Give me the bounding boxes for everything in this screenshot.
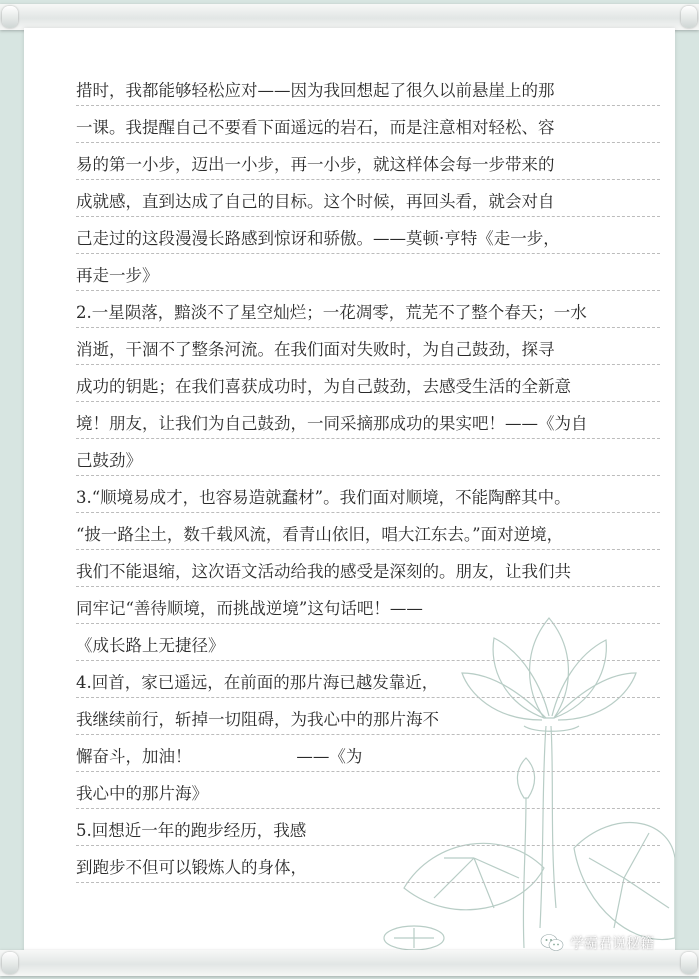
text-line: 5.回想近一年的跑步经历，我感 [76, 812, 660, 849]
rod-cap-left [2, 6, 18, 28]
text-line: 易的第一小步，迈出一小步，再一小步，就这样体会每一步带来的 [76, 146, 660, 183]
text-line: 我们不能退缩，这次语文活动给我的感受是深刻的。朋友，让我们共 [76, 553, 660, 590]
text-line: 我继续前行，斩掉一切阻碍，为我心中的那片海不 [76, 701, 660, 738]
text-line: 再走一步》 [76, 257, 660, 294]
text-line: 我心中的那片海》 [76, 775, 660, 812]
text-line: 3.“顺境易成才，也容易造就蠢材”。我们面对顺境，不能陶醉其中。 [76, 479, 660, 516]
text-block [76, 72, 660, 886]
text-line: 《成长路上无捷径》 [76, 627, 660, 664]
scroll-rod-top [0, 4, 699, 30]
text-line: 消逝，干涸不了整条河流。在我们面对失败时，为自己鼓劲，探寻 [76, 331, 660, 368]
text-line: 己鼓劲》 [76, 442, 660, 479]
text-line: 成功的钥匙；在我们喜获成功时，为自己鼓劲，去感受生活的全新意 [76, 368, 660, 405]
rod-cap-right [681, 952, 697, 974]
text-line: 4.回首，家已遥远，在前面的那片海已越发靠近， [76, 664, 660, 701]
text-line: 措时，我都能够轻松应对——因为我回想起了很久以前悬崖上的那 [76, 72, 660, 109]
text-line: 同牢记“善待顺境，而挑战逆境”这句话吧！—— [76, 590, 660, 627]
paper-sheet [24, 28, 675, 952]
rod-cap-left [2, 952, 18, 974]
wechat-icon [540, 933, 564, 953]
text-line: 2.一星陨落，黯淡不了星空灿烂；一花凋零，荒芜不了整个春天；一水 [76, 294, 660, 331]
watermark [540, 930, 654, 956]
text-line: 一课。我提醒自己不要看下面遥远的岩石，而是注意相对轻松、容 [76, 109, 660, 146]
text-line: 成就感，直到达成了自己的目标。这个时候，再回头看，就会对自 [76, 183, 660, 220]
text-line: 己走过的这段漫漫长路感到惊讶和骄傲。——莫顿·亨特《走一步， [76, 220, 660, 257]
text-line: 境！朋友，让我们为自己鼓劲，一同采摘那成功的果实吧！——《为自 [76, 405, 660, 442]
rod-cap-right [681, 6, 697, 28]
text-line: “披一路尘土，数千载风流，看青山依旧，唱大江东去。”面对逆境， [76, 516, 660, 553]
watermark-text: 学霸君说秘籍 [570, 935, 654, 951]
text-line: 到跑步不但可以锻炼人的身体， [76, 849, 660, 886]
text-line: 懈奋斗，加油！ ——《为 [76, 738, 660, 775]
